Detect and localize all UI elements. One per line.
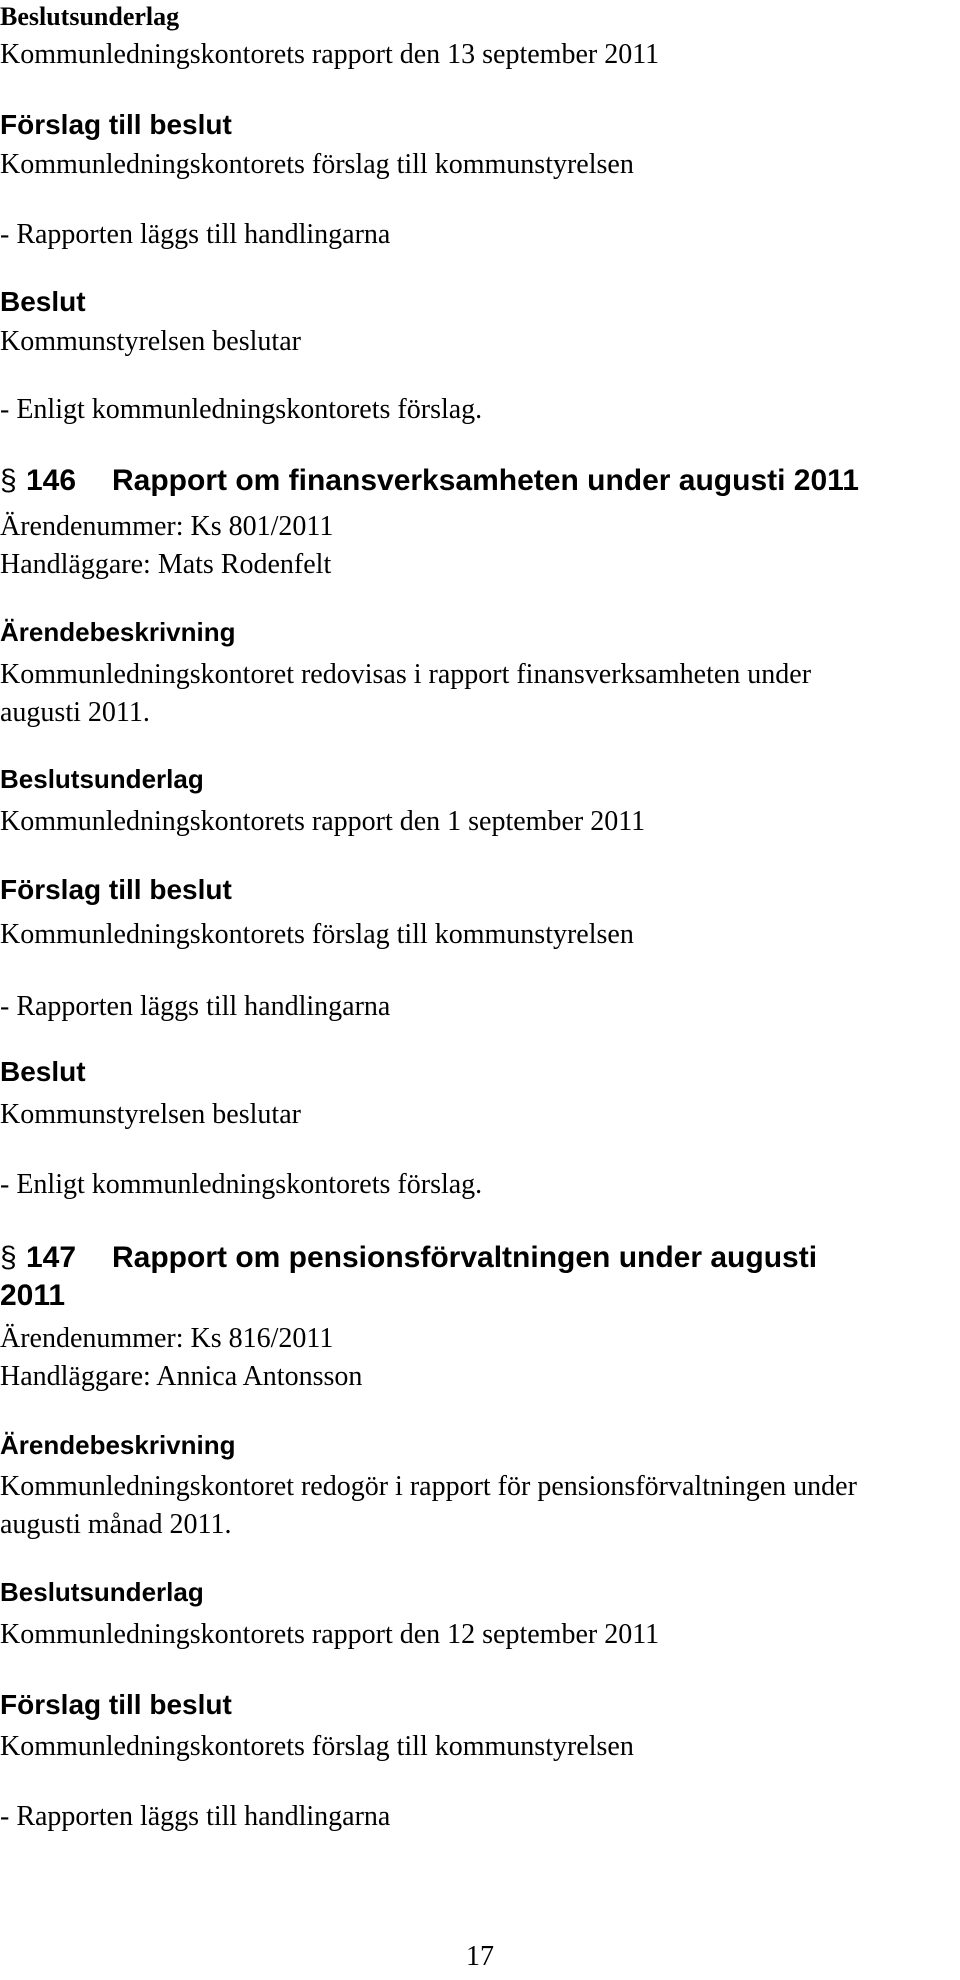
- arendebeskrivning-text-cont: augusti 2011.: [0, 697, 150, 728]
- beslutsunderlag-text: Kommunledningskontorets rapport den 12 september 2011: [0, 1619, 660, 1650]
- beslutsunderlag-heading: Beslutsunderlag: [0, 2, 180, 31]
- beslut-item: - Enligt kommunledningskontorets förslag.: [0, 1169, 483, 1200]
- item-title-cont: 2011: [0, 1279, 66, 1312]
- item-title-text: Rapport om pensionsförvaltningen under augusti: [112, 1241, 818, 1274]
- forslag-text: Kommunledningskontorets förslag till kommunstyrelsen: [0, 919, 634, 950]
- beslutsunderlag-text: Kommunledningskontorets rapport den 13 september 2011: [0, 39, 660, 70]
- arendebeskrivning-text: Kommunledningskontoret redogör i rapport för pensionsförvaltningen under: [0, 1471, 857, 1502]
- beslutsunderlag-text: Kommunledningskontorets rapport den 1 september 2011: [0, 806, 646, 837]
- beslutsunderlag-heading: Beslutsunderlag: [0, 1577, 204, 1607]
- arendenummer: Ärendenummer: Ks 801/2011: [0, 511, 334, 542]
- beslutsunderlag-heading: Beslutsunderlag: [0, 764, 204, 794]
- item-number: 147: [26, 1241, 77, 1274]
- section-sign-icon: §: [0, 464, 17, 497]
- beslut-heading: Beslut: [0, 1056, 86, 1087]
- forslag-item: - Rapporten läggs till handlingarna: [0, 219, 391, 250]
- forslag-text: Kommunledningskontorets förslag till kommunstyrelsen: [0, 149, 634, 180]
- forslag-text: Kommunledningskontorets förslag till kommunstyrelsen: [0, 1731, 634, 1762]
- forslag-item: - Rapporten läggs till handlingarna: [0, 991, 391, 1022]
- page-number: 17: [466, 1941, 494, 1972]
- item-number: 146: [26, 464, 77, 497]
- arendebeskrivning-text: Kommunledningskontoret redovisas i rapport finansverksamheten under: [0, 659, 812, 690]
- handlaggare: Handläggare: Mats Rodenfelt: [0, 549, 332, 580]
- forslag-heading: Förslag till beslut: [0, 109, 232, 140]
- item-title: [0, 1240, 817, 1276]
- beslut-item: - Enligt kommunledningskontorets förslag.: [0, 394, 483, 425]
- beslut-text: Kommunstyrelsen beslutar: [0, 326, 301, 357]
- beslut-heading: Beslut: [0, 286, 86, 317]
- forslag-heading: Förslag till beslut: [0, 874, 232, 905]
- forslag-item: - Rapporten läggs till handlingarna: [0, 1801, 391, 1832]
- beslut-text: Kommunstyrelsen beslutar: [0, 1099, 301, 1130]
- forslag-heading: Förslag till beslut: [0, 1689, 232, 1720]
- arendebeskrivning-text-cont: augusti månad 2011.: [0, 1509, 232, 1540]
- section-sign-icon: §: [0, 1241, 17, 1274]
- arendenummer: Ärendenummer: Ks 816/2011: [0, 1323, 334, 1354]
- item-title-text: Rapport om finansverksamheten under augusti 2011: [112, 464, 859, 497]
- arendebeskrivning-heading: Ärendebeskrivning: [0, 1430, 236, 1460]
- arendebeskrivning-heading: Ärendebeskrivning: [0, 617, 236, 647]
- item-title: [0, 463, 859, 499]
- handlaggare: Handläggare: Annica Antonsson: [0, 1361, 363, 1392]
